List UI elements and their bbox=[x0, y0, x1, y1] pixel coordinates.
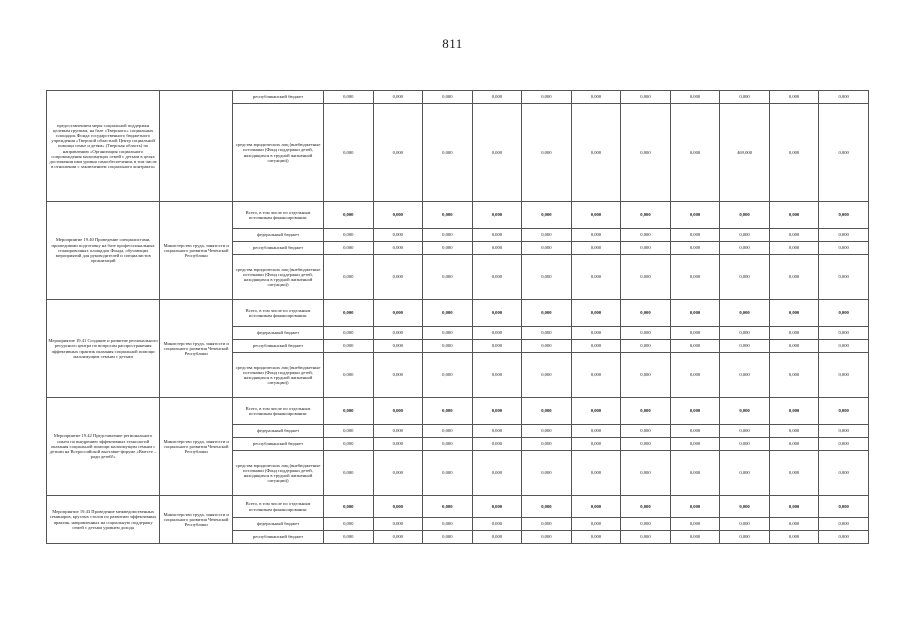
value-cell: 0,000 bbox=[324, 518, 374, 531]
value-cell: 0,000 bbox=[423, 340, 473, 353]
value-cell: 0,000 bbox=[720, 255, 770, 300]
value-cell: 0,000 bbox=[670, 242, 720, 255]
event-name-cell: предоставлением меры социальной поддержки целевым группам, на базе «Тверского» социальных площадок Фонда государственного бюджетного учреждения «Тверской областной Центр социальной помощи семье и детям» (Тверская область) по направлению «Организация социального сопровождения малоимущих семей с детьми в целях достижения ими уровня самообеспечения, в том числе в отношении с заключением социального контракта» bbox=[47, 91, 160, 202]
value-cell: 0,000 bbox=[423, 202, 473, 229]
value-cell: 0,000 bbox=[819, 340, 869, 353]
value-cell: 0,000 bbox=[819, 327, 869, 340]
value-cell: 0,000 bbox=[769, 518, 819, 531]
value-cell: 0,000 bbox=[670, 518, 720, 531]
value-cell: 0,000 bbox=[720, 425, 770, 438]
value-cell: 0,000 bbox=[720, 353, 770, 398]
value-cell: 0,000 bbox=[522, 398, 572, 425]
value-cell: 0,000 bbox=[373, 531, 423, 544]
funding-source-cell: средства юридических лиц (внебюджетные источники (Фонд поддержки детей, находящихся в трудной жизненной ситуации)) bbox=[233, 451, 324, 496]
funding-source-cell: средства юридических лиц (внебюджетные источники (Фонд поддержки детей, находящихся в трудной жизненной ситуации)) bbox=[233, 104, 324, 202]
funding-source-cell: федеральный бюджет bbox=[233, 229, 324, 242]
budget-table-body bbox=[47, 91, 869, 544]
event-name-cell: Мероприятие 19.41 Создание и развитие регионального ресурсного центра по вопросам распространения эффективных практик оказания социальной помощи малоимущим семьям с детьми bbox=[47, 300, 160, 398]
value-cell: 0,000 bbox=[324, 353, 374, 398]
value-cell: 0,000 bbox=[670, 91, 720, 104]
event-name-cell: Мероприятие 19.40 Проведение специалистами, прошедшими подготовку на базе профессиональных стажировочных площадок Фонда, обучающих мероприятий для руководителей и специалистов организаций bbox=[47, 202, 160, 300]
value-cell: 0,000 bbox=[472, 451, 522, 496]
value-cell: 0,000 bbox=[373, 451, 423, 496]
value-cell: 0,000 bbox=[472, 229, 522, 242]
value-cell: 0,000 bbox=[373, 425, 423, 438]
value-cell: 0,000 bbox=[373, 438, 423, 451]
value-cell: 0,000 bbox=[819, 202, 869, 229]
value-cell: 0,000 bbox=[472, 242, 522, 255]
value-cell: 0,000 bbox=[769, 104, 819, 202]
value-cell: 0,000 bbox=[571, 340, 621, 353]
value-cell: 0,000 bbox=[819, 451, 869, 496]
funding-source-cell: средства юридических лиц (внебюджетные источники (Фонд поддержки детей, находящихся в трудной жизненной ситуации)) bbox=[233, 255, 324, 300]
value-cell: 0,000 bbox=[670, 327, 720, 340]
funding-source-cell: республиканский бюджет bbox=[233, 340, 324, 353]
event-name-cell: Мероприятие 19.42 Представление регионального опыта по внедрению эффективных технологий оказания социальной помощи малоимущим семьям с детьми на Всероссийской выставке-форуме «Вместе – ради детей!» bbox=[47, 398, 160, 496]
value-cell: 0,000 bbox=[571, 300, 621, 327]
value-cell: 0,000 bbox=[324, 496, 374, 518]
value-cell: 0,000 bbox=[423, 229, 473, 242]
value-cell: 0,000 bbox=[720, 398, 770, 425]
value-cell: 0,000 bbox=[720, 242, 770, 255]
value-cell: 0,000 bbox=[720, 496, 770, 518]
value-cell: 0,000 bbox=[373, 242, 423, 255]
value-cell: 0,000 bbox=[472, 255, 522, 300]
executor-cell: Министерство труда, занятости и социального развития Чеченской Республики bbox=[160, 300, 233, 398]
value-cell: 0,000 bbox=[522, 353, 572, 398]
funding-source-cell: республиканский бюджет bbox=[233, 242, 324, 255]
value-cell: 0,000 bbox=[819, 242, 869, 255]
value-cell: 0,000 bbox=[472, 398, 522, 425]
value-cell: 0,000 bbox=[472, 518, 522, 531]
value-cell: 0,000 bbox=[522, 327, 572, 340]
value-cell: 0,000 bbox=[472, 202, 522, 229]
value-cell: 0,000 bbox=[670, 353, 720, 398]
value-cell: 0,000 bbox=[571, 438, 621, 451]
value-cell: 0,000 bbox=[373, 255, 423, 300]
value-cell: 0,000 bbox=[571, 229, 621, 242]
value-cell: 0,000 bbox=[324, 202, 374, 229]
value-cell: 0,000 bbox=[720, 202, 770, 229]
value-cell: 0,000 bbox=[819, 229, 869, 242]
value-cell: 0,000 bbox=[522, 255, 572, 300]
value-cell: 0,000 bbox=[819, 300, 869, 327]
value-cell: 0,000 bbox=[373, 229, 423, 242]
value-cell: 0,000 bbox=[769, 353, 819, 398]
funding-source-cell: Всего, в том числе по отдельным источникам финансирования: bbox=[233, 202, 324, 229]
value-cell: 0,000 bbox=[472, 438, 522, 451]
value-cell: 0,000 bbox=[423, 91, 473, 104]
value-cell: 0,000 bbox=[423, 518, 473, 531]
value-cell: 0,000 bbox=[670, 300, 720, 327]
value-cell: 0,000 bbox=[373, 496, 423, 518]
value-cell: 0,000 bbox=[324, 531, 374, 544]
value-cell: 0,000 bbox=[670, 438, 720, 451]
value-cell: 0,000 bbox=[621, 91, 671, 104]
funding-source-cell: Всего, в том числе по отдельным источникам финансирования: bbox=[233, 398, 324, 425]
value-cell: 0,000 bbox=[769, 451, 819, 496]
value-cell: 0,000 bbox=[423, 496, 473, 518]
value-cell: 0,000 bbox=[769, 229, 819, 242]
value-cell: 0,000 bbox=[571, 425, 621, 438]
value-cell: 0,000 bbox=[621, 340, 671, 353]
value-cell: 0,000 bbox=[571, 202, 621, 229]
value-cell: 0,000 bbox=[423, 451, 473, 496]
value-cell: 0,000 bbox=[720, 438, 770, 451]
value-cell: 0,000 bbox=[324, 340, 374, 353]
value-cell: 0,000 bbox=[423, 104, 473, 202]
value-cell: 0,000 bbox=[571, 531, 621, 544]
value-cell: 0,000 bbox=[769, 327, 819, 340]
value-cell: 0,000 bbox=[472, 425, 522, 438]
value-cell: 0,000 bbox=[324, 451, 374, 496]
value-cell: 0,000 bbox=[670, 202, 720, 229]
value-cell: 0,000 bbox=[423, 327, 473, 340]
value-cell: 0,000 bbox=[769, 300, 819, 327]
value-cell: 0,000 bbox=[373, 353, 423, 398]
value-cell: 0,000 bbox=[819, 398, 869, 425]
value-cell: 0,000 bbox=[670, 496, 720, 518]
value-cell: 0,000 bbox=[720, 531, 770, 544]
value-cell: 0,000 bbox=[522, 242, 572, 255]
value-cell: 0,000 bbox=[423, 353, 473, 398]
value-cell: 0,000 bbox=[621, 300, 671, 327]
value-cell: 0,000 bbox=[621, 451, 671, 496]
value-cell: 0,000 bbox=[522, 340, 572, 353]
value-cell: 0,000 bbox=[324, 300, 374, 327]
value-cell: 0,000 bbox=[423, 398, 473, 425]
value-cell: 0,000 bbox=[522, 496, 572, 518]
value-cell: 0,000 bbox=[423, 255, 473, 300]
value-cell: 0,000 bbox=[522, 300, 572, 327]
event-name-cell: Мероприятие 19.43 Проведение межведомственных семинаров, круглых столов по развитию эффективных практик, направленных на социальную поддержку семей с детьми уровнем дохода bbox=[47, 496, 160, 544]
value-cell: 0,000 bbox=[324, 398, 374, 425]
value-cell: 0,000 bbox=[472, 340, 522, 353]
value-cell: 0,000 bbox=[720, 451, 770, 496]
value-cell: 0,000 bbox=[472, 104, 522, 202]
value-cell: 0,000 bbox=[472, 496, 522, 518]
value-cell: 0,000 bbox=[472, 531, 522, 544]
value-cell: 0,000 bbox=[769, 438, 819, 451]
executor-cell: Министерство труда, занятости и социального развития Чеченской Республики bbox=[160, 398, 233, 496]
value-cell: 0,000 bbox=[423, 425, 473, 438]
value-cell: 0,000 bbox=[621, 255, 671, 300]
value-cell: 0,000 bbox=[571, 255, 621, 300]
table-row bbox=[47, 496, 869, 518]
value-cell: 0,000 bbox=[769, 398, 819, 425]
value-cell: 0,000 bbox=[720, 91, 770, 104]
value-cell: 0,000 bbox=[571, 398, 621, 425]
value-cell: 0,000 bbox=[522, 425, 572, 438]
funding-source-cell: Всего, в том числе по отдельным источникам финансирования: bbox=[233, 496, 324, 518]
value-cell: 0,000 bbox=[373, 104, 423, 202]
funding-source-cell: Всего, в том числе по отдельным источникам финансирования: bbox=[233, 300, 324, 327]
value-cell: 0,000 bbox=[571, 451, 621, 496]
value-cell: 0,000 bbox=[472, 91, 522, 104]
table-row bbox=[47, 398, 869, 425]
page-number: 811 bbox=[442, 36, 463, 51]
value-cell: 0,000 bbox=[472, 300, 522, 327]
value-cell: 0,000 bbox=[819, 104, 869, 202]
value-cell: 0,000 bbox=[670, 425, 720, 438]
value-cell: 0,000 bbox=[819, 518, 869, 531]
value-cell: 0,000 bbox=[522, 91, 572, 104]
executor-cell bbox=[160, 91, 233, 202]
value-cell: 0,000 bbox=[819, 353, 869, 398]
value-cell: 0,000 bbox=[423, 531, 473, 544]
table-row bbox=[47, 300, 869, 327]
value-cell: 0,000 bbox=[423, 438, 473, 451]
value-cell: 0,000 bbox=[621, 327, 671, 340]
value-cell: 0,000 bbox=[373, 202, 423, 229]
value-cell: 0,000 bbox=[670, 229, 720, 242]
value-cell: 0,000 bbox=[670, 531, 720, 544]
value-cell: 0,000 bbox=[769, 496, 819, 518]
budget-table bbox=[46, 90, 869, 544]
value-cell: 0,000 bbox=[324, 255, 374, 300]
value-cell: 0,000 bbox=[670, 398, 720, 425]
value-cell: 0,000 bbox=[819, 531, 869, 544]
value-cell: 0,000 bbox=[769, 91, 819, 104]
value-cell: 469,000 bbox=[720, 104, 770, 202]
value-cell: 0,000 bbox=[324, 229, 374, 242]
value-cell: 0,000 bbox=[769, 202, 819, 229]
funding-source-cell: федеральный бюджет bbox=[233, 425, 324, 438]
value-cell: 0,000 bbox=[472, 353, 522, 398]
value-cell: 0,000 bbox=[324, 425, 374, 438]
value-cell: 0,000 bbox=[373, 327, 423, 340]
value-cell: 0,000 bbox=[720, 518, 770, 531]
table-row bbox=[47, 202, 869, 229]
value-cell: 0,000 bbox=[324, 91, 374, 104]
value-cell: 0,000 bbox=[621, 425, 671, 438]
value-cell: 0,000 bbox=[621, 229, 671, 242]
value-cell: 0,000 bbox=[621, 353, 671, 398]
value-cell: 0,000 bbox=[670, 340, 720, 353]
value-cell: 0,000 bbox=[571, 327, 621, 340]
value-cell: 0,000 bbox=[571, 518, 621, 531]
value-cell: 0,000 bbox=[324, 242, 374, 255]
value-cell: 0,000 bbox=[571, 91, 621, 104]
value-cell: 0,000 bbox=[621, 398, 671, 425]
value-cell: 0,000 bbox=[819, 425, 869, 438]
value-cell: 0,000 bbox=[769, 242, 819, 255]
value-cell: 0,000 bbox=[621, 531, 671, 544]
value-cell: 0,000 bbox=[819, 438, 869, 451]
value-cell: 0,000 bbox=[324, 104, 374, 202]
table-row bbox=[47, 91, 869, 104]
value-cell: 0,000 bbox=[720, 340, 770, 353]
value-cell: 0,000 bbox=[621, 496, 671, 518]
funding-source-cell: средства юридических лиц (внебюджетные источники (Фонд поддержки детей, находящихся в трудной жизненной ситуации)) bbox=[233, 353, 324, 398]
funding-source-cell: республиканский бюджет bbox=[233, 438, 324, 451]
value-cell: 0,000 bbox=[373, 518, 423, 531]
value-cell: 0,000 bbox=[670, 451, 720, 496]
value-cell: 0,000 bbox=[769, 255, 819, 300]
value-cell: 0,000 bbox=[670, 104, 720, 202]
value-cell: 0,000 bbox=[769, 531, 819, 544]
value-cell: 0,000 bbox=[720, 327, 770, 340]
value-cell: 0,000 bbox=[324, 327, 374, 340]
value-cell: 0,000 bbox=[819, 255, 869, 300]
executor-cell: Министерство труда, занятости и социального развития Чеченской Республики bbox=[160, 202, 233, 300]
value-cell: 0,000 bbox=[423, 242, 473, 255]
value-cell: 0,000 bbox=[324, 438, 374, 451]
value-cell: 0,000 bbox=[720, 300, 770, 327]
funding-source-cell: федеральный бюджет bbox=[233, 327, 324, 340]
funding-source-cell: республиканский бюджет bbox=[233, 91, 324, 104]
value-cell: 0,000 bbox=[522, 438, 572, 451]
value-cell: 0,000 bbox=[423, 300, 473, 327]
value-cell: 0,000 bbox=[571, 242, 621, 255]
value-cell: 0,000 bbox=[670, 255, 720, 300]
value-cell: 0,000 bbox=[819, 91, 869, 104]
value-cell: 0,000 bbox=[769, 340, 819, 353]
value-cell: 0,000 bbox=[472, 327, 522, 340]
executor-cell: Министерство труда, занятости и социального развития Чеченской Республики bbox=[160, 496, 233, 544]
value-cell: 0,000 bbox=[571, 104, 621, 202]
value-cell: 0,000 bbox=[373, 340, 423, 353]
value-cell: 0,000 bbox=[522, 202, 572, 229]
funding-source-cell: федеральный бюджет bbox=[233, 518, 324, 531]
value-cell: 0,000 bbox=[522, 531, 572, 544]
value-cell: 0,000 bbox=[819, 496, 869, 518]
value-cell: 0,000 bbox=[621, 202, 671, 229]
value-cell: 0,000 bbox=[621, 242, 671, 255]
value-cell: 0,000 bbox=[373, 398, 423, 425]
value-cell: 0,000 bbox=[621, 518, 671, 531]
value-cell: 0,000 bbox=[571, 353, 621, 398]
value-cell: 0,000 bbox=[373, 300, 423, 327]
value-cell: 0,000 bbox=[571, 496, 621, 518]
value-cell: 0,000 bbox=[522, 518, 572, 531]
value-cell: 0,000 bbox=[621, 438, 671, 451]
value-cell: 0,000 bbox=[720, 229, 770, 242]
value-cell: 0,000 bbox=[769, 425, 819, 438]
value-cell: 0,000 bbox=[621, 104, 671, 202]
value-cell: 0,000 bbox=[373, 91, 423, 104]
funding-source-cell: республиканский бюджет bbox=[233, 531, 324, 544]
value-cell: 0,000 bbox=[522, 104, 572, 202]
value-cell: 0,000 bbox=[522, 451, 572, 496]
value-cell: 0,000 bbox=[522, 229, 572, 242]
